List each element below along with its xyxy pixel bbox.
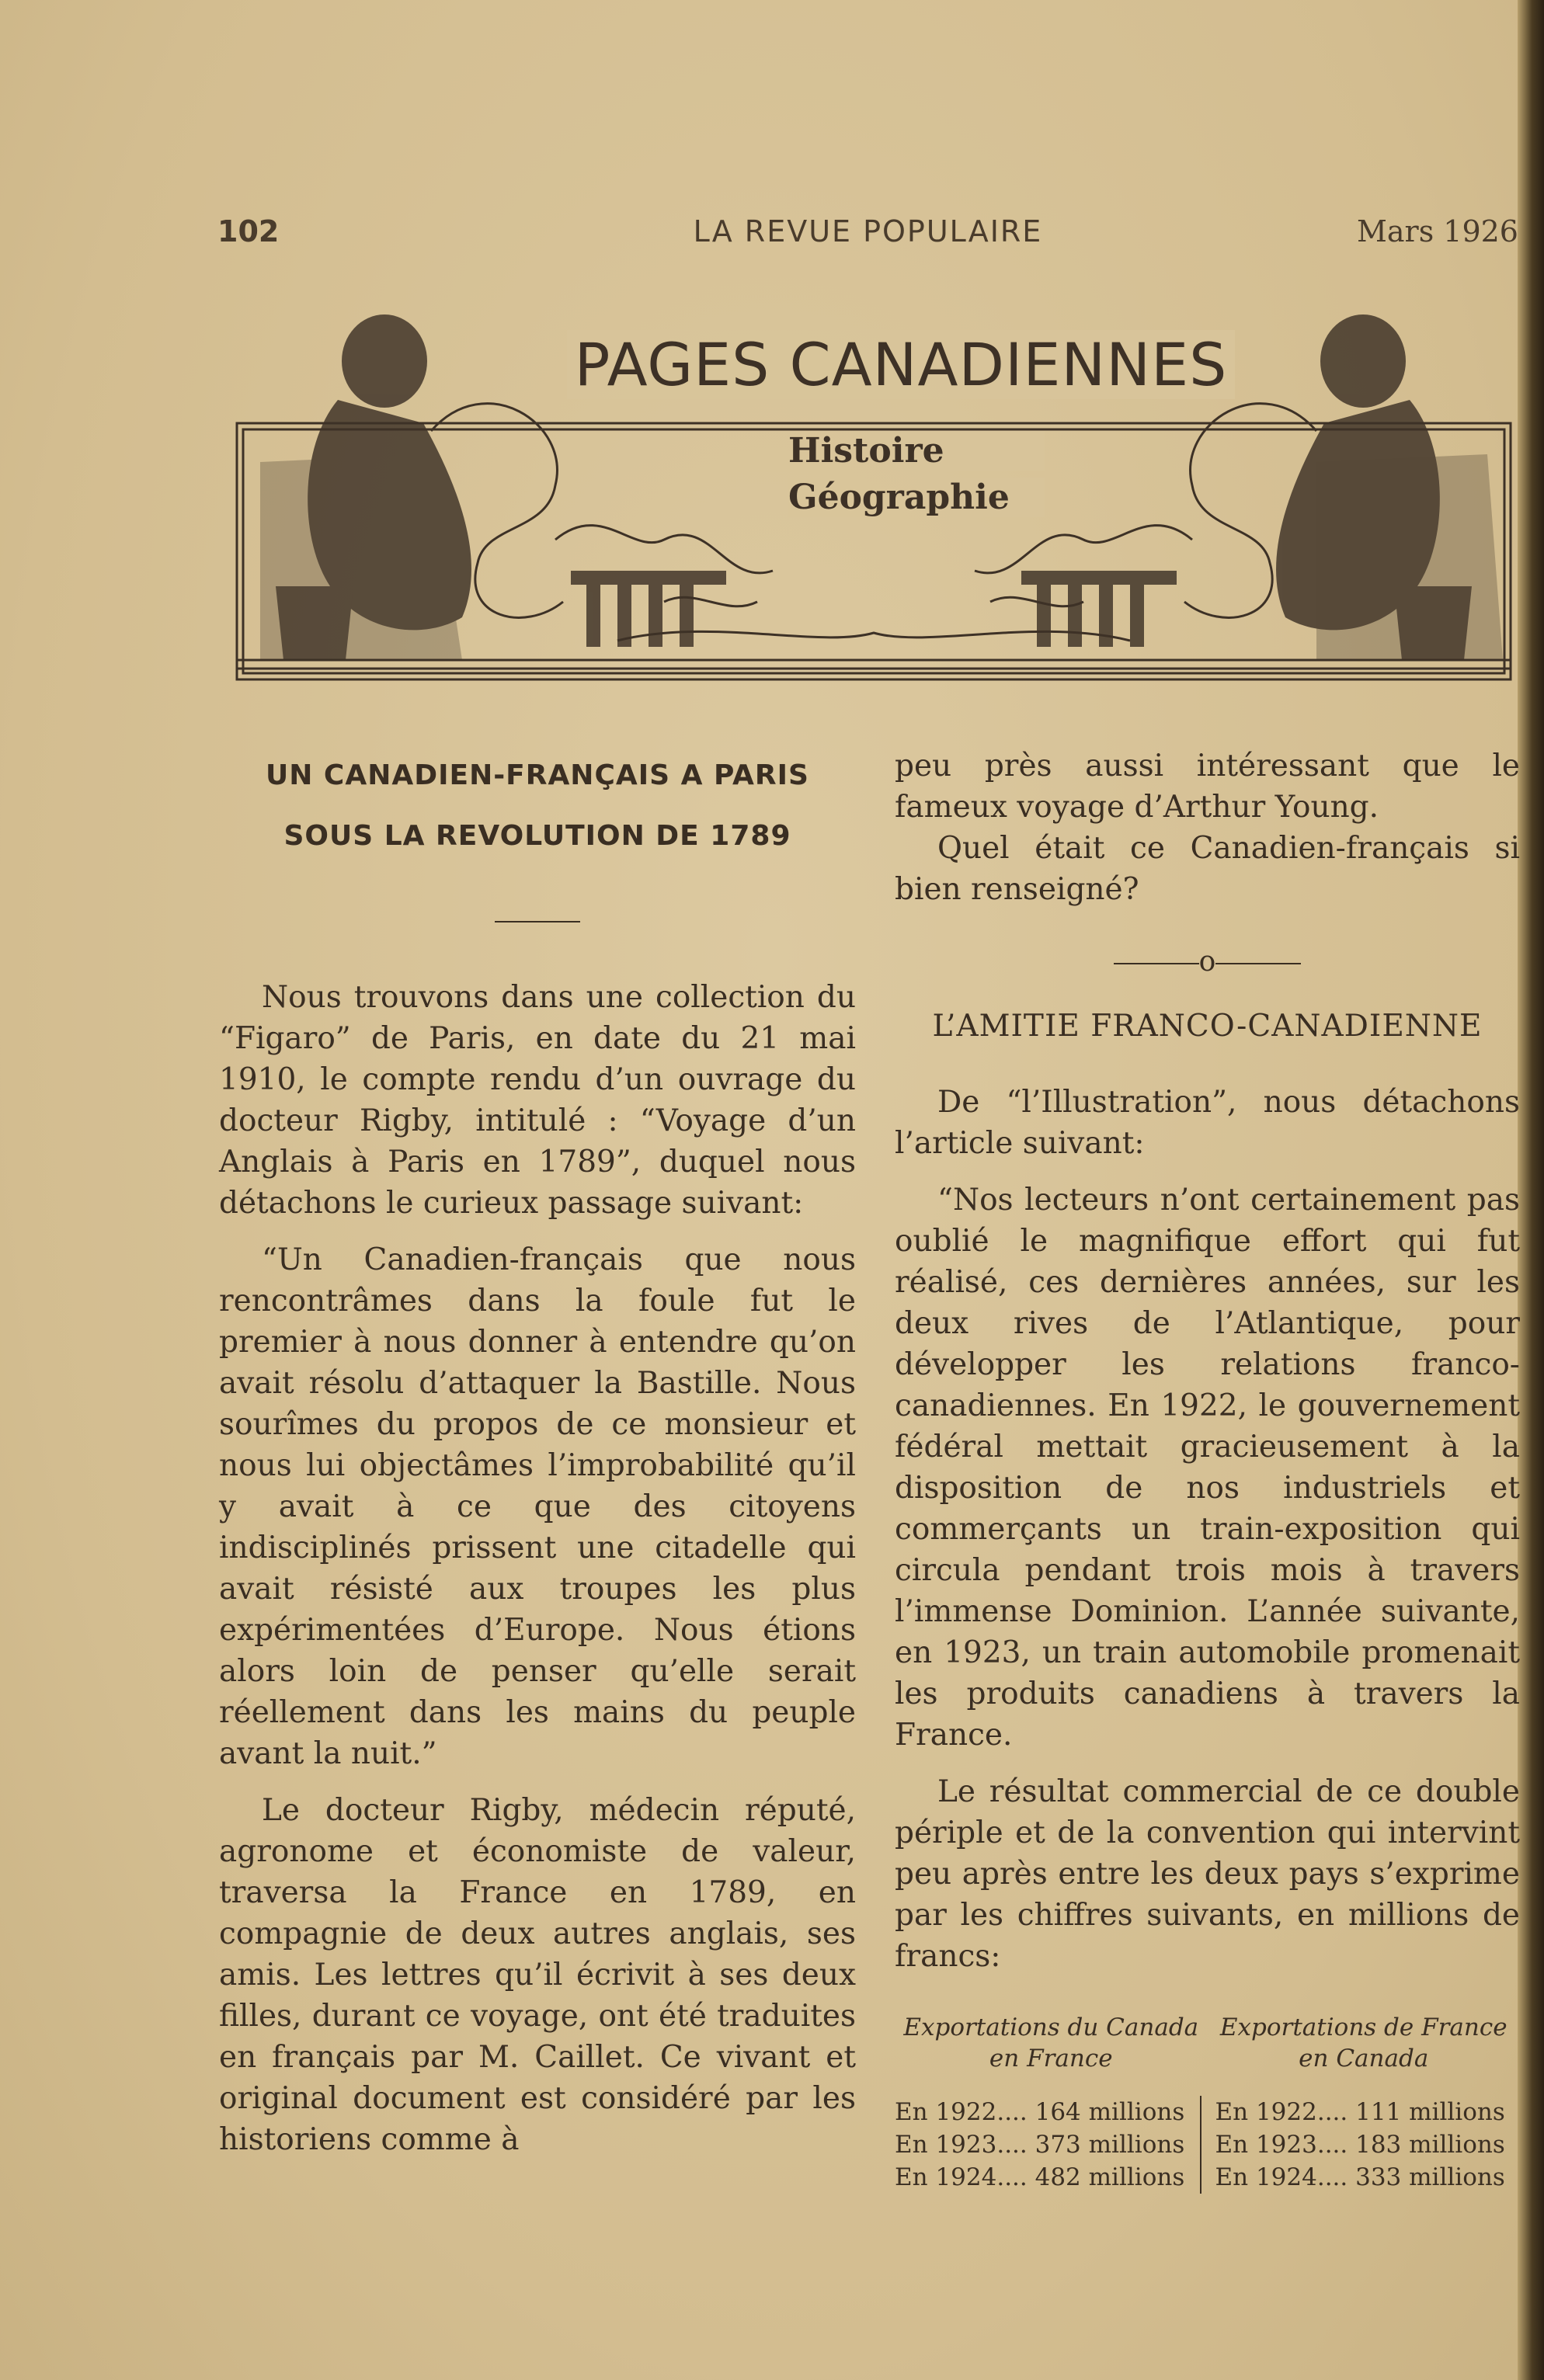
page-number: 102 (217, 214, 280, 248)
article-title-line-1: UN CANADIEN-FRANÇAIS A PARIS (266, 759, 809, 791)
table-row: En 1923.... 373 millions (895, 2131, 1185, 2159)
article-paragraph: Quel était ce Canadien-français si bien renseigné? (895, 831, 1520, 907)
table-row: En 1922.... 111 millions (1215, 2098, 1505, 2126)
table-row: En 1924.... 333 millions (1215, 2163, 1505, 2191)
article-paragraph: Nous trouvons dans une collection du “Figaro” de Paris, en date du 21 mai 1910, le compte rendu d’un ouvrage du docteur Rigby, intitulé : “Voyage d’un Anglais à Paris en 1789”, duquel nous détachons le curieux passage suivant: (219, 980, 856, 1221)
banner-subtitle-history: Histoire (788, 431, 1045, 471)
banner-subtitle-geography: Géographie (788, 478, 1045, 517)
banner-title: PAGES CANADIENNES (567, 330, 1235, 399)
article-paragraph: Le résultat commercial de ce double périple et de la convention qui intervint peu après entre les deux pays s’exprime par les chiffres suivants, en millions de francs: (895, 1774, 1520, 1974)
article-title-line-2: SOUS LA REVOLUTION DE 1789 (283, 820, 791, 852)
section-separator: o (895, 941, 1520, 982)
left-column (219, 745, 856, 2160)
page-edge (1518, 0, 1544, 2380)
article-title: L’AMITIE FRANCO-CANADIENNE (932, 1009, 1483, 1044)
exports-head-canada: Exportations du Canada en France (903, 2013, 1199, 2073)
exports-col-france (1200, 2096, 1521, 2194)
article-paragraph-continued: peu près aussi intéressant que le fameux voyage d’Arthur Young. (895, 749, 1520, 825)
article-quote: “Nos lecteurs n’ont certainement pas oublié le magnifique effort qui fut réalisé, ces dernières années, sur les deux rives de l’Atlantique, pour développer les relations franco-canadiennes. En 1922, le gouvernement fédéral mettait gracieusement à la disposition de nos industriels et commerçants un train-exposition qui circula pendant trois mois à travers l’immense Dominion. L’année suivante, en 1923, un train automobile promenait les produits canadiens à travers la France. (895, 1183, 1520, 1753)
exports-col-canada (895, 2096, 1200, 2194)
article-paragraph: De “l’Illustration”, nous détachons l’article suivant: (895, 1085, 1520, 1161)
exports-head-france: Exportations de France en Canada (1219, 2013, 1507, 2073)
right-column (895, 745, 1520, 2194)
title-rule (495, 921, 580, 922)
article-paragraph: Le docteur Rigby, médecin réputé, agronome et économiste de valeur, traversa la France en 1789, en compagnie de deux autres anglais, ses amis. Les lettres qu’il écrivit à ses deux filles, durant ce voyage, ont été traduites en français par M. Caillet. Ce vivant et original document est considéré par les historiens comme à (219, 1793, 856, 2157)
article-quote: “Un Canadien-français que nous rencontrâmes dans la foule fut le premier à nous donner à entendre qu’on avait résolu d’attaquer la Bastille. Nous sourîmes du propos de ce monsieur et nous lui objectâmes l’improbabilité qu’il y avait à ce que des citoyens indisciplinés prissent une citadelle qui avait résisté aux troupes les plus expérimentées d’Europe. Nous étions alors loin de penser qu’elle serait réellement dans les mains du peuple avant la nuit.” (219, 1242, 856, 1771)
table-row: En 1924.... 482 millions (895, 2163, 1185, 2191)
issue-date: Mars 1926 (1356, 214, 1518, 248)
exports-table (895, 2012, 1520, 2194)
section-banner (229, 307, 1518, 691)
table-row: En 1923.... 183 millions (1215, 2131, 1505, 2159)
table-row: En 1922.... 164 millions (895, 2098, 1185, 2126)
journal-title: LA REVUE POPULAIRE (693, 214, 1043, 248)
running-header (217, 214, 1518, 253)
